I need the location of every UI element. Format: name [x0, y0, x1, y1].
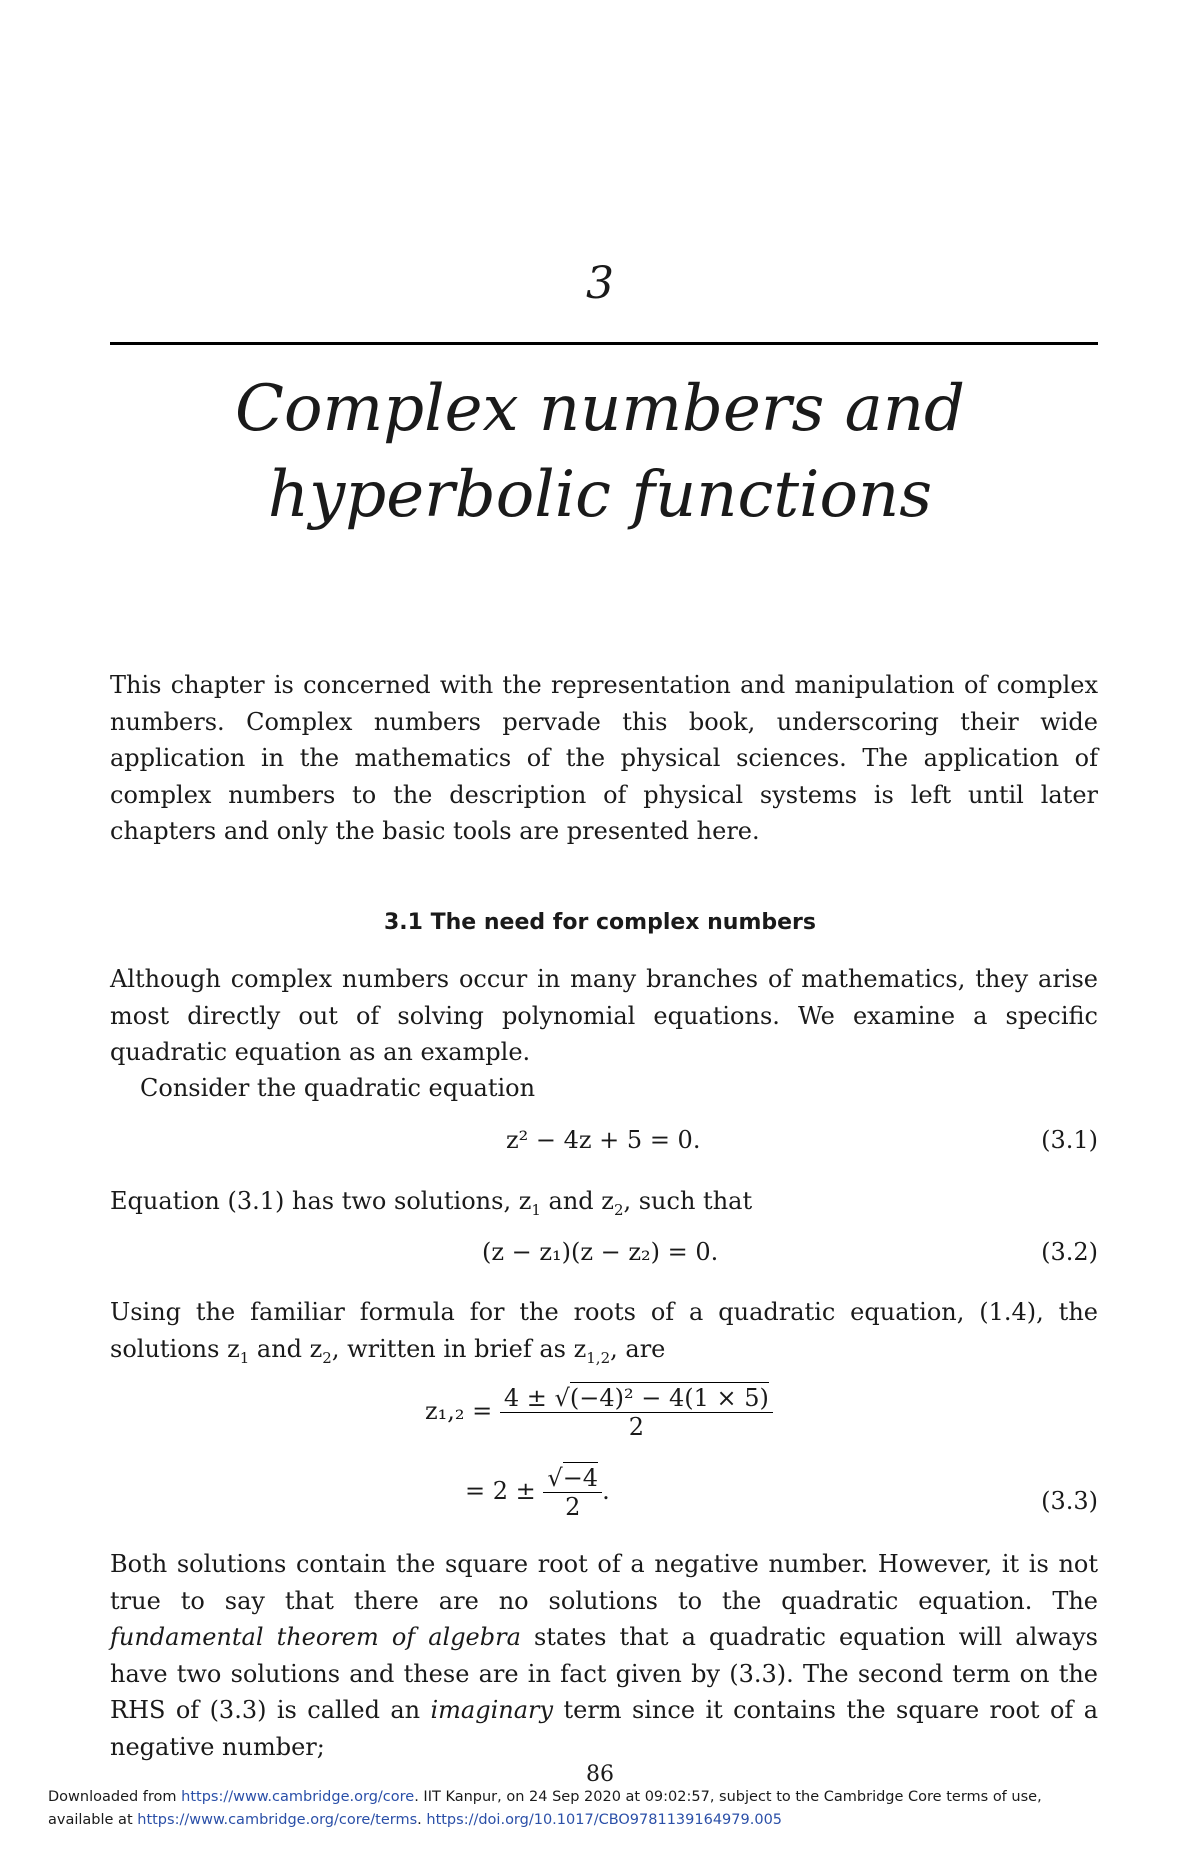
- chapter-rule: [110, 342, 1098, 345]
- equation-3-2: (z − z₁)(z − z₂) = 0.: [482, 1238, 719, 1266]
- fraction-1: $\frac{\text{4 ± √(−4)² − 4(1 × 5)}}{2}$: [500, 1384, 773, 1441]
- paragraph-4: Using the familiar formula for the roots of a quadratic equation, (1.4), the solutions $z_1$ and $z_2$, written in brief as $z_{1,2}$, are: [110, 1298, 1098, 1367]
- equation-3-1: z² − 4z + 5 = 0.: [506, 1126, 701, 1154]
- equation-label-3-1: (3.1): [1041, 1126, 1098, 1154]
- footer-line-1: Downloaded from https://www.cambridge.org/core. IIT Kanpur, on 24 Sep 2020 at 09:02:57, subject to the Cambridge Core terms of use,: [48, 1789, 1042, 1805]
- chapter-title: [0, 366, 1200, 538]
- footer-link-terms[interactable]: https://www.cambridge.org/core/terms: [137, 1812, 418, 1828]
- equation-3-3-line2: = 2 ± $\frac{√-4}{2}$ .: [465, 1464, 610, 1521]
- paragraph-5: Both solutions contain the square root of a negative number. However, it is not true to say that there are no solutions to the quadratic equation. The fundamental theorem of algebra states that a quadratic equation will always have two solutions and these are in fact given by (3.3). The second term on the RHS of (3.3) is called an imaginary term since it contains the square root of a negative number;: [110, 1550, 1098, 1761]
- footer-link-doi[interactable]: https://doi.org/10.1017/CBO9781139164979.005: [426, 1812, 783, 1828]
- footer-line-2: available at https://www.cambridge.org/core/terms. https://doi.org/10.1017/CBO9781139164979.005: [48, 1812, 783, 1828]
- paragraph-2: Consider the quadratic equation: [140, 1074, 536, 1102]
- chapter-number: 3: [586, 258, 614, 309]
- equation-label-3-3: (3.3): [1041, 1487, 1098, 1515]
- footer-link-core[interactable]: https://www.cambridge.org/core: [181, 1789, 415, 1805]
- fraction-2: $\frac{√-4}{2}$: [543, 1464, 602, 1521]
- section-heading: 3.1 The need for complex numbers: [384, 910, 816, 935]
- intro-paragraph: This chapter is concerned with the representation and manipulation of complex numbers. Complex numbers pervade this book, underscoring their wide application in the mathematics of the physical sciences. The application of complex numbers to the description of physical systems is left until later chapters and only the basic tools are presented here.: [110, 671, 1098, 845]
- page-number: 86: [586, 1762, 614, 1787]
- chapter-title-line2: hyperbolic functions: [267, 458, 933, 532]
- paragraph-3: Equation (3.1) has two solutions, $z_1$ and $z_2$, such that: [110, 1187, 753, 1219]
- paragraph-1: Although complex numbers occur in many branches of mathematics, they arise most directly out of solving polynomial equations. We examine a specific quadratic equation as an example.: [110, 965, 1098, 1066]
- equation-label-3-2: (3.2): [1041, 1238, 1098, 1266]
- chapter-title-line1: Complex numbers and: [234, 372, 966, 446]
- equation-3-3-line1: z₁,₂ = $\frac{\text{4 ± √(−4)² − 4(1 × 5)}}{2}$: [425, 1384, 773, 1441]
